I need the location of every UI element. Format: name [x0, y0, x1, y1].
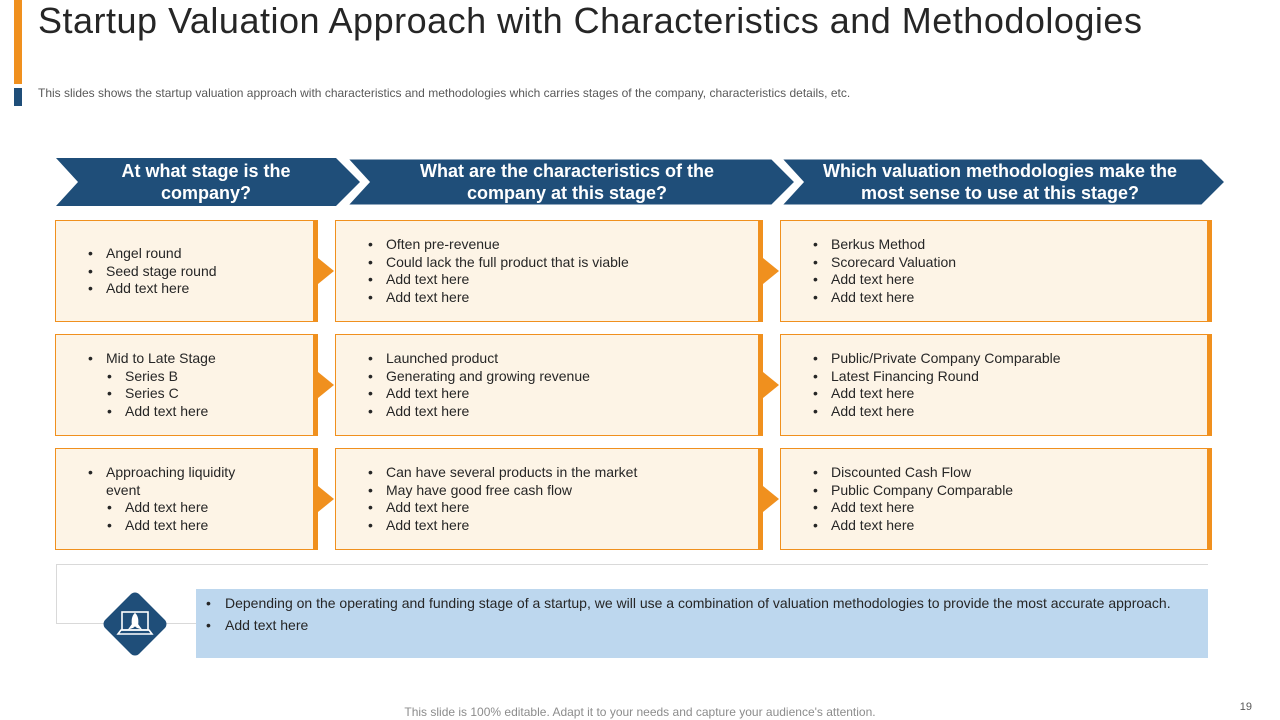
page-number: 19	[1239, 701, 1252, 713]
list-item: • Angel round	[88, 245, 301, 263]
header-characteristics: What are the characteristics of the company at this stage?	[419, 161, 715, 203]
bullet-list	[368, 464, 746, 534]
list-item: • Add text here	[107, 499, 263, 517]
bullet-list	[813, 464, 1195, 534]
list-item: • Add text here	[107, 403, 301, 421]
connector-arrow	[763, 258, 779, 284]
connector-arrow	[318, 486, 334, 512]
list-item: • Could lack the full product that is viable	[368, 254, 746, 272]
list-item: • Add text here	[368, 385, 746, 403]
card-characteristics-1	[335, 220, 763, 322]
slide-title: Startup Valuation Approach with Characteristics and Methodologies	[38, 0, 1143, 41]
bullet-list	[88, 350, 301, 420]
header-methodologies: Which valuation methodologies make the most sense to use at this stage?	[822, 161, 1178, 203]
card-characteristics-2	[335, 334, 763, 436]
list-item: • Can have several products in the market	[368, 464, 746, 482]
bullet-list	[88, 464, 263, 534]
bullet-list	[813, 350, 1195, 420]
list-item: • Often pre-revenue	[368, 236, 746, 254]
card-methodologies-1	[780, 220, 1212, 322]
bullet-list	[368, 350, 746, 420]
connector-arrow	[318, 258, 334, 284]
list-item: • Add text here	[368, 289, 746, 307]
list-item: • Add text here	[368, 517, 746, 535]
list-item: • Add text here	[813, 499, 1195, 517]
list-item: • Series B	[107, 368, 301, 386]
bullet-list	[368, 236, 746, 306]
list-item: • Add text here	[813, 517, 1195, 535]
list-item: • Approaching liquidity event	[88, 464, 263, 499]
connector-arrow	[763, 372, 779, 398]
rocket-laptop-icon	[95, 584, 175, 664]
bullet-list	[813, 236, 1195, 306]
bullet-list	[88, 245, 301, 298]
note-item-1: • Depending on the operating and funding stage of a startup, we will use a combination of valuation methodologies to provide the most accurate approach.	[206, 595, 1198, 613]
list-item: • Latest Financing Round	[813, 368, 1195, 386]
note-list	[206, 595, 1198, 634]
list-item: • Public Company Comparable	[813, 482, 1195, 500]
note-item-2: • Add text here	[206, 617, 1198, 635]
list-item: • Series C	[107, 385, 301, 403]
list-item: • Add text here	[107, 517, 263, 535]
connector-arrow	[318, 372, 334, 398]
list-item: • Add text here	[88, 280, 301, 298]
list-item: • Mid to Late Stage	[88, 350, 301, 368]
header-stage: At what stage is the company?	[121, 161, 291, 203]
list-item: • Seed stage round	[88, 263, 301, 281]
card-stage-2	[55, 334, 318, 436]
card-methodologies-3	[780, 448, 1212, 550]
list-item: • Discounted Cash Flow	[813, 464, 1195, 482]
list-item: • May have good free cash flow	[368, 482, 746, 500]
slide-footer: This slide is 100% editable. Adapt it to your needs and capture your audience's attention.	[404, 705, 876, 719]
list-item: • Generating and growing revenue	[368, 368, 746, 386]
card-stage-1	[55, 220, 318, 322]
connector-arrow	[763, 486, 779, 512]
list-item: • Scorecard Valuation	[813, 254, 1195, 272]
list-item: • Launched product	[368, 350, 746, 368]
list-item: • Berkus Method	[813, 236, 1195, 254]
card-characteristics-3	[335, 448, 763, 550]
card-stage-3	[55, 448, 318, 550]
list-item: • Add text here	[813, 385, 1195, 403]
note-box	[196, 589, 1208, 658]
slide-subtitle: This slides shows the startup valuation approach with characteristics and methodologies which carries stages of the company, characteristics details, etc.	[38, 86, 851, 100]
list-item: • Add text here	[368, 499, 746, 517]
list-item: • Add text here	[368, 271, 746, 289]
list-item: • Add text here	[813, 271, 1195, 289]
list-item: • Add text here	[813, 289, 1195, 307]
list-item: • Add text here	[813, 403, 1195, 421]
list-item: • Add text here	[368, 403, 746, 421]
list-item: • Public/Private Company Comparable	[813, 350, 1195, 368]
card-methodologies-2	[780, 334, 1212, 436]
